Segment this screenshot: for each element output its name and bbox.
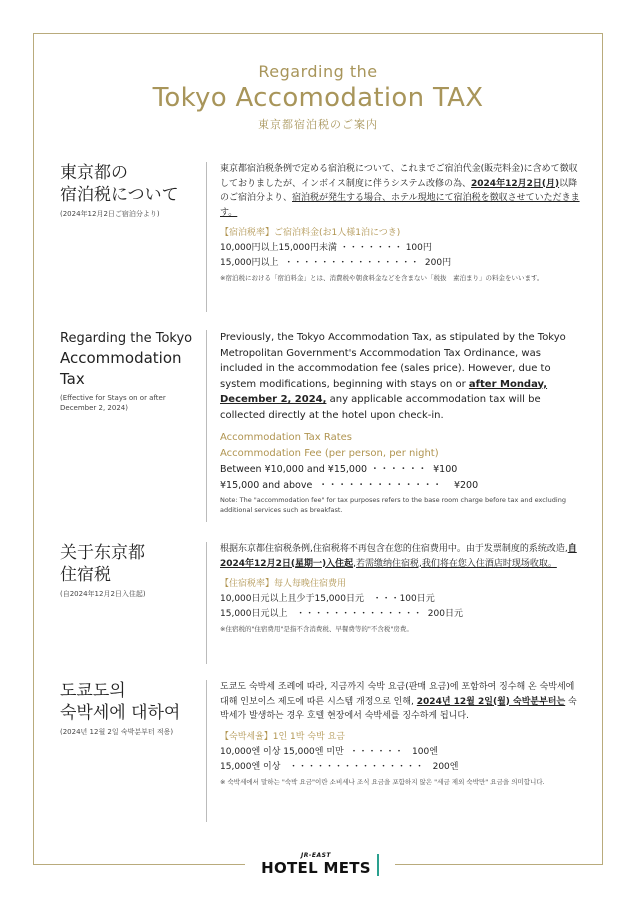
ko-rate-heading: 【숙박세율】1인 1박 숙박 요금: [220, 731, 345, 742]
en-rate-heading-1: Accommodation Tax Rates: [220, 432, 353, 443]
ja-note: ※宿泊税における「宿泊料金」とは、消費税や朝食料金などを含まない「税抜 素泊まり」の料金をいいます。: [220, 274, 544, 282]
header-title: Tokyo Accomodation TAX: [152, 83, 484, 113]
en-title-1: Regarding the Tokyo: [60, 331, 193, 346]
ko-rate-2: 15,000엔 이상 ・・・・・・・・・・・・・・・ 200엔: [220, 761, 459, 772]
section-korean: [60, 680, 580, 822]
zh-body-d: 若需缴纳住宿税,我们将在您入住酒店时现场收取。: [355, 558, 557, 569]
ko-body: [220, 680, 580, 724]
zh-body: [220, 542, 580, 571]
en-body-c: any applicable accommodation tax will be collected directly at the hotel upon check-in.: [220, 394, 541, 421]
header-japanese-title: 東京都宿泊税のご案内: [258, 118, 378, 131]
ko-body-a: 도쿄도 숙박세 조례에 따라, 지금까지 숙박 요금(판매 요금)에 포함하여 징수해 온 숙박세에 대해 인보이스 제도에 따른 시스템 개정으로 인해,: [220, 682, 575, 707]
section-english: [60, 330, 580, 522]
zh-divider: [206, 542, 207, 664]
zh-rate-heading: 【住宿税率】每人每晚住宿费用: [220, 579, 347, 589]
ja-body-date: 2024年12月2日(月): [471, 178, 560, 189]
zh-rate-1: 10,000日元以上且少于15,000日元 ・・・100日元: [220, 594, 435, 604]
ko-rate-1: 10,000엔 이상 15,000엔 미만 ・・・・・・ 100엔: [220, 746, 438, 757]
ja-body-a: 東京都宿泊税条例で定める宿泊税について、これまでご宿泊代金(販売料金)に含めて徴収しておりましたが、インボイス制度に伴うシステム改修の為、: [220, 164, 578, 189]
page-header: [33, 62, 603, 132]
section-japanese: [60, 162, 580, 312]
ja-rate-1: 10,000円以上15,000円未満 ・・・・・・・ 100円: [220, 243, 432, 253]
zh-rate-2: 15,000日元以上 ・・・・・・・・・・・・・・ 200日元: [220, 609, 463, 619]
zh-subtitle: (自2024年12月2日入住起): [60, 590, 146, 598]
en-rate-2: ¥15,000 and above ・・・・・・・・・・・・・ ¥200: [220, 479, 479, 491]
en-body-a: Previously, the Tokyo Accommodation Tax, as stipulated by the Tokyo Metropolitan Government's Accommodation Tax Ordinance, was included in the accommodation fee (sales price). However, due to system modifications, beginning with stays on or: [220, 332, 566, 390]
ko-body-c: 숙박세가 발생하는 경우 호텔 현장에서 숙박세를 징수하게 됩니다.: [220, 696, 577, 721]
ko-subtitle: (2024년 12월 2일 숙박분부터 적용): [60, 728, 174, 736]
en-title-2: Accommodation: [60, 349, 182, 367]
en-rate-heading-2: Accommodation Fee (per person, per night): [220, 448, 439, 459]
zh-body-date: 自2024年12月2日(星期一)入住起: [220, 544, 577, 569]
zh-body-c: ,: [353, 558, 356, 569]
ko-note: ※ 숙박세에서 말하는 "숙박 요금"이란 소비세나 조식 요금을 포함하지 않은 "세금 제외 숙박만" 요금을 의미합니다.: [220, 777, 545, 786]
en-body-date: after Monday, December 2, 2024,: [220, 378, 548, 405]
logo-hotel-mets: HOTEL METS: [261, 859, 371, 877]
section-chinese: [60, 542, 580, 664]
ja-title-1: 東京都の: [60, 163, 128, 183]
en-title-3: Tax: [60, 370, 85, 388]
en-rate-1: Between ¥10,000 and ¥15,000 ・・・・・・ ¥100: [220, 464, 458, 475]
ja-body-c: 以降のご宿泊分より、: [220, 178, 578, 203]
ja-rate-2: 15,000円以上 ・・・・・・・・・・・・・・・ 200円: [220, 258, 452, 268]
logo-accent-bar: [377, 854, 379, 876]
ja-body: [220, 162, 580, 220]
zh-title-2: 住宿税: [60, 565, 111, 585]
ko-title-2: 숙박세에 대하여: [60, 703, 181, 723]
en-body: [220, 330, 580, 423]
ja-rate-heading: 【宿泊税率】ご宿泊料金(お1人様1泊につき): [220, 228, 401, 238]
logo-jr-east: JR-EAST: [301, 852, 331, 859]
header-line-1: Regarding the: [258, 62, 378, 81]
ja-subtitle: (2024年12月2日ご宿泊分より): [60, 210, 160, 218]
zh-body-a: 根据东京都住宿税条例,住宿税将不再包含在您的住宿费用中。由于发票制度的系统改造,: [220, 544, 568, 554]
ja-title-2: 宿泊税について: [60, 185, 179, 205]
ko-body-date: 2024년 12월 2일(월) 숙박분부터는: [416, 696, 566, 707]
ja-body-d: 宿泊税が発生する場合、ホテル現地にて宿泊税を徴収させていただきます。: [220, 193, 580, 218]
ko-title-1: 도쿄도의: [60, 681, 126, 701]
zh-note: ※住宿税的"住宿费用"是指不含消费税、早餐费等的"不含税"房费。: [220, 625, 413, 633]
zh-title-1: 关于东京都: [60, 543, 145, 563]
en-divider: [206, 330, 207, 522]
en-subtitle: (Effective for Stays on or after December 2, 2024): [60, 394, 166, 412]
en-note: Note: The "accommodation fee" for tax purposes refers to the base room charge before tax and excluding additional services such as breakfast.: [220, 496, 566, 514]
hotel-mets-logo: [245, 852, 395, 882]
ko-divider: [206, 680, 207, 822]
ja-divider: [206, 162, 207, 312]
